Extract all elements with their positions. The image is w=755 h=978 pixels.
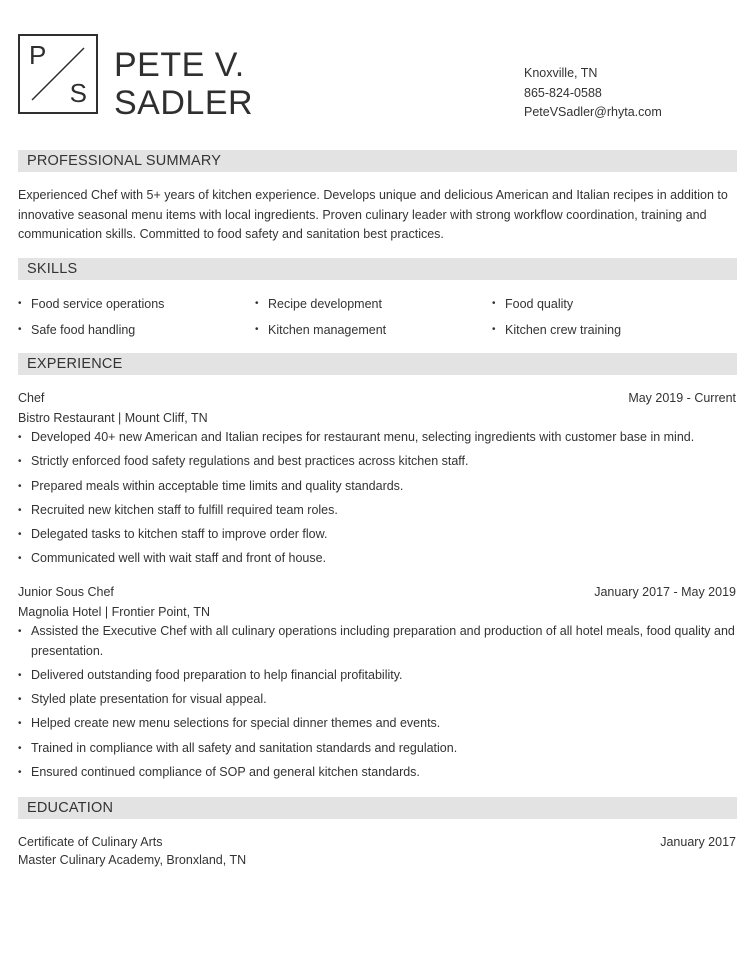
- monogram-first-initial: P: [29, 40, 47, 70]
- summary-heading: PROFESSIONAL SUMMARY: [18, 150, 737, 172]
- job-bullet: • Trained in compliance with all safety and sanitation standards and regulation.: [18, 739, 736, 759]
- job-bullet: • Delivered outstanding food preparation to help financial profitability.: [18, 666, 736, 686]
- skill-item: • Food service operations: [18, 294, 255, 314]
- job-bullet: • Helped create new menu selections for special dinner themes and events.: [18, 714, 736, 734]
- job-company: Bistro Restaurant | Mount Cliff, TN: [18, 410, 208, 425]
- job-bullet: • Communicated well with wait staff and front of house.: [18, 549, 736, 569]
- job-title-row: [18, 583, 736, 603]
- job-bullet: • Ensured continued compliance of SOP and general kitchen standards.: [18, 763, 736, 783]
- name-line-2: SADLER: [114, 84, 254, 122]
- contact-location: Knoxville, TN: [524, 66, 598, 80]
- job-entry: [18, 389, 736, 574]
- job-bullet: • Prepared meals within acceptable time limits and quality standards.: [18, 477, 736, 497]
- job-title: Chef: [18, 391, 45, 405]
- skill-item: • Food quality: [492, 294, 736, 314]
- job-entry: [18, 583, 736, 787]
- summary-text: Experienced Chef with 5+ years of kitchen experience. Develops unique and delicious American and Italian recipes in addition to innovative seasonal menu items with local ingredients. Proven culinary leader with strong workflow coordination, training and communication skills. Committed to food safety and sanitation best practices.: [18, 188, 728, 241]
- skill-item: • Kitchen management: [255, 320, 492, 340]
- job-bullet: • Assisted the Executive Chef with all culinary operations including preparation and production of all hotel meals, food quality and presentation.: [18, 622, 736, 661]
- job-bullet: • Developed 40+ new American and Italian recipes for restaurant menu, selecting ingredients with customer base in mind.: [18, 428, 736, 448]
- education-row: [18, 833, 736, 853]
- job-company: Magnolia Hotel | Frontier Point, TN: [18, 604, 210, 619]
- name-line-1: PETE V.: [114, 46, 245, 84]
- contact-email: PeteVSadler@rhyta.com: [524, 105, 662, 119]
- job-dates: January 2017 - May 2019: [594, 585, 736, 599]
- skills-heading: SKILLS: [18, 258, 737, 280]
- education-school: Master Culinary Academy, Bronxland, TN: [18, 852, 247, 867]
- skills-list: [18, 294, 736, 340]
- candidate-name: [114, 46, 253, 122]
- job-bullet: • Styled plate presentation for visual appeal.: [18, 690, 736, 710]
- education-degree: Certificate of Culinary Arts: [18, 835, 163, 849]
- job-bullet: • Delegated tasks to kitchen staff to improve order flow.: [18, 525, 736, 545]
- resume-header: [18, 0, 737, 150]
- monogram-last-initial: S: [69, 78, 87, 108]
- job-bullet: • Recruited new kitchen staff to fulfill required team roles.: [18, 501, 736, 521]
- job-bullets: [18, 622, 736, 782]
- job-title-row: [18, 389, 736, 409]
- monogram-logo: [18, 34, 98, 114]
- experience-heading: EXPERIENCE: [18, 353, 737, 375]
- job-bullets: [18, 428, 736, 569]
- contact-phone: 865-824-0588: [524, 85, 602, 100]
- education-entry: [18, 833, 736, 867]
- job-dates: May 2019 - Current: [628, 391, 736, 405]
- resume-page: [18, 0, 737, 867]
- job-bullet: • Strictly enforced food safety regulations and best practices across kitchen staff.: [18, 452, 736, 472]
- skill-item: • Recipe development: [255, 294, 492, 314]
- job-title: Junior Sous Chef: [18, 585, 114, 599]
- skill-item: • Kitchen crew training: [492, 320, 736, 340]
- education-date: January 2017: [660, 835, 736, 849]
- contact-info: [524, 64, 662, 123]
- education-heading: EDUCATION: [18, 797, 737, 819]
- skill-item: • Safe food handling: [18, 320, 255, 340]
